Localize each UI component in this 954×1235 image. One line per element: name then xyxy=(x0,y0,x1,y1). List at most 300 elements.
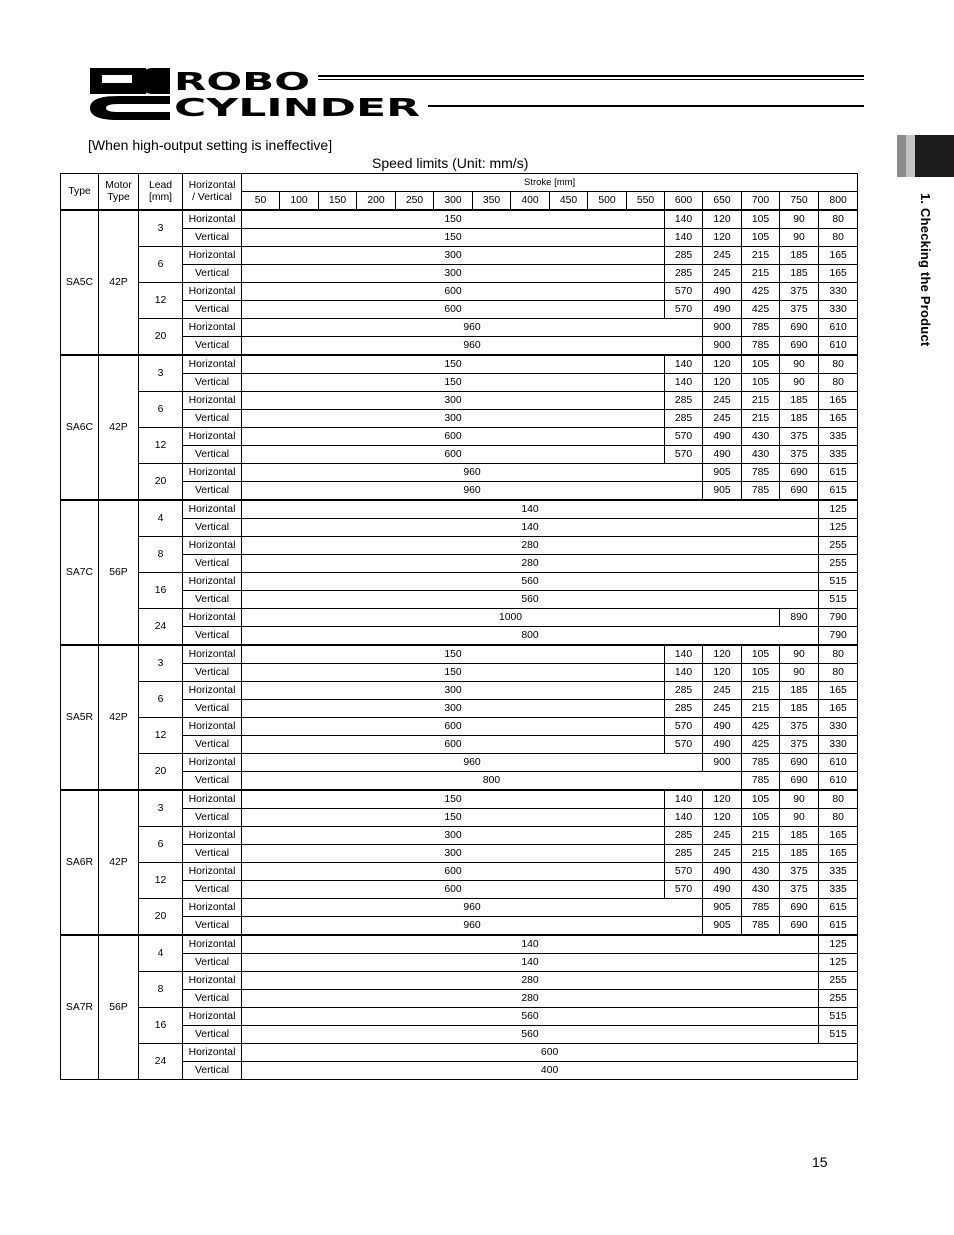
cell-speed-value: 125 xyxy=(819,935,858,954)
table-row xyxy=(61,609,858,627)
cell-speed-value: 140 xyxy=(665,355,703,374)
cell-lead: 6 xyxy=(139,682,183,718)
cell-speed-value: 960 xyxy=(242,917,703,936)
cell-lead: 24 xyxy=(139,609,183,646)
cell-lead: 6 xyxy=(139,827,183,863)
stroke-header-cell: 750 xyxy=(780,192,819,211)
cell-speed-value: 785 xyxy=(742,464,780,482)
cell-speed-value: 120 xyxy=(703,229,742,247)
cell-orientation: Vertical xyxy=(183,374,242,392)
table-title: Speed limits (Unit: mm/s) xyxy=(372,155,529,171)
stroke-header-cell: 650 xyxy=(703,192,742,211)
cell-speed-value: 120 xyxy=(703,374,742,392)
cell-speed-value: 690 xyxy=(780,754,819,772)
cell-speed-value: 430 xyxy=(742,446,780,464)
cell-speed-value: 125 xyxy=(819,519,858,537)
cell-speed-value: 125 xyxy=(819,954,858,972)
cell-speed-value: 90 xyxy=(780,229,819,247)
cell-speed-value: 560 xyxy=(242,573,819,591)
cell-speed-value: 600 xyxy=(242,301,665,319)
table-row xyxy=(61,827,858,845)
cell-orientation: Vertical xyxy=(183,664,242,682)
cell-speed-value: 490 xyxy=(703,863,742,881)
cell-speed-value: 120 xyxy=(703,664,742,682)
cell-speed-value: 785 xyxy=(742,899,780,917)
cell-orientation: Vertical xyxy=(183,410,242,428)
cell-speed-value: 905 xyxy=(703,917,742,936)
cell-speed-value: 375 xyxy=(780,863,819,881)
cell-speed-value: 600 xyxy=(242,428,665,446)
cell-speed-value: 105 xyxy=(742,210,780,229)
cell-speed-value: 90 xyxy=(780,374,819,392)
cell-lead: 3 xyxy=(139,790,183,827)
header-orientation: Horizontal / Vertical xyxy=(183,174,242,211)
header-rule-bottom xyxy=(428,105,864,107)
table-row xyxy=(61,972,858,990)
table-row xyxy=(61,210,858,229)
cell-speed-value: 80 xyxy=(819,809,858,827)
cell-speed-value: 570 xyxy=(665,283,703,301)
cell-orientation: Horizontal xyxy=(183,283,242,301)
cell-orientation: Vertical xyxy=(183,265,242,283)
cell-orientation: Horizontal xyxy=(183,247,242,265)
cell-speed-value: 150 xyxy=(242,790,665,809)
cell-orientation: Horizontal xyxy=(183,935,242,954)
cell-speed-value: 125 xyxy=(819,500,858,519)
cell-lead: 20 xyxy=(139,464,183,501)
stroke-header-cell: 100 xyxy=(280,192,319,211)
cell-speed-value: 790 xyxy=(819,627,858,646)
cell-speed-value: 185 xyxy=(780,265,819,283)
stroke-header-cell: 800 xyxy=(819,192,858,211)
table-row xyxy=(61,247,858,265)
cell-speed-value: 300 xyxy=(242,392,665,410)
cell-speed-value: 300 xyxy=(242,265,665,283)
cell-orientation: Vertical xyxy=(183,1026,242,1044)
cell-speed-value: 330 xyxy=(819,301,858,319)
table-row xyxy=(61,500,858,519)
cell-speed-value: 900 xyxy=(703,337,742,356)
cell-orientation: Horizontal xyxy=(183,827,242,845)
cell-speed-value: 255 xyxy=(819,990,858,1008)
cell-speed-value: 285 xyxy=(665,392,703,410)
cell-speed-value: 105 xyxy=(742,790,780,809)
cell-speed-value: 610 xyxy=(819,772,858,791)
cell-speed-value: 285 xyxy=(665,700,703,718)
cell-orientation: Horizontal xyxy=(183,899,242,917)
cell-speed-value: 80 xyxy=(819,664,858,682)
stroke-header-cell: 50 xyxy=(242,192,280,211)
cell-speed-value: 185 xyxy=(780,682,819,700)
table-condition-caption: [When high-output setting is ineffective] xyxy=(88,137,333,153)
cell-speed-value: 690 xyxy=(780,899,819,917)
cell-speed-value: 215 xyxy=(742,700,780,718)
cell-lead: 12 xyxy=(139,718,183,754)
cell-lead: 20 xyxy=(139,754,183,791)
cell-speed-value: 185 xyxy=(780,845,819,863)
cell-speed-value: 165 xyxy=(819,845,858,863)
cell-orientation: Vertical xyxy=(183,591,242,609)
table-row xyxy=(61,392,858,410)
cell-speed-value: 430 xyxy=(742,881,780,899)
stroke-header-cell: 550 xyxy=(627,192,665,211)
cell-speed-value: 255 xyxy=(819,555,858,573)
stroke-header-cell: 200 xyxy=(357,192,396,211)
cell-speed-value: 785 xyxy=(742,482,780,501)
cell-speed-value: 905 xyxy=(703,899,742,917)
cell-orientation: Horizontal xyxy=(183,609,242,627)
cell-orientation: Vertical xyxy=(183,229,242,247)
cell-speed-value: 120 xyxy=(703,355,742,374)
cell-speed-value: 105 xyxy=(742,229,780,247)
cell-speed-value: 335 xyxy=(819,446,858,464)
cell-speed-value: 785 xyxy=(742,337,780,356)
cell-speed-value: 560 xyxy=(242,1008,819,1026)
cell-speed-value: 285 xyxy=(665,827,703,845)
cell-orientation: Vertical xyxy=(183,337,242,356)
cell-lead: 3 xyxy=(139,645,183,682)
cell-lead: 12 xyxy=(139,428,183,464)
table-row xyxy=(61,428,858,446)
cell-speed-value: 215 xyxy=(742,845,780,863)
cell-speed-value: 905 xyxy=(703,482,742,501)
cell-speed-value: 490 xyxy=(703,428,742,446)
cell-speed-value: 255 xyxy=(819,537,858,555)
cell-speed-value: 490 xyxy=(703,446,742,464)
table-row xyxy=(61,573,858,591)
cell-speed-value: 560 xyxy=(242,591,819,609)
cell-speed-value: 515 xyxy=(819,1026,858,1044)
cell-speed-value: 610 xyxy=(819,337,858,356)
cell-motor-type: 56P xyxy=(99,500,139,645)
table-row xyxy=(61,863,858,881)
cell-speed-value: 790 xyxy=(819,609,858,627)
cell-speed-value: 610 xyxy=(819,319,858,337)
cell-speed-value: 600 xyxy=(242,881,665,899)
cell-speed-value: 140 xyxy=(242,500,819,519)
cell-speed-value: 80 xyxy=(819,210,858,229)
cell-speed-value: 285 xyxy=(665,682,703,700)
cell-speed-value: 905 xyxy=(703,464,742,482)
cell-orientation: Vertical xyxy=(183,736,242,754)
cell-speed-value: 330 xyxy=(819,718,858,736)
cell-speed-value: 600 xyxy=(242,718,665,736)
cell-speed-value: 330 xyxy=(819,736,858,754)
cell-speed-value: 490 xyxy=(703,736,742,754)
cell-speed-value: 335 xyxy=(819,881,858,899)
cell-type: SA7R xyxy=(61,935,99,1080)
cell-orientation: Horizontal xyxy=(183,1044,242,1062)
cell-speed-value: 900 xyxy=(703,754,742,772)
stroke-header-cell: 600 xyxy=(665,192,703,211)
cell-type: SA7C xyxy=(61,500,99,645)
table-row xyxy=(61,1044,858,1062)
cell-speed-value: 90 xyxy=(780,790,819,809)
table-row xyxy=(61,283,858,301)
cell-speed-value: 490 xyxy=(703,881,742,899)
cell-orientation: Horizontal xyxy=(183,754,242,772)
cell-speed-value: 375 xyxy=(780,736,819,754)
cell-speed-value: 330 xyxy=(819,283,858,301)
cell-speed-value: 90 xyxy=(780,664,819,682)
chapter-tab xyxy=(897,135,954,177)
cell-motor-type: 42P xyxy=(99,790,139,935)
cell-speed-value: 425 xyxy=(742,718,780,736)
cell-lead: 6 xyxy=(139,247,183,283)
cell-speed-value: 140 xyxy=(665,374,703,392)
cell-speed-value: 785 xyxy=(742,754,780,772)
speed-limits-table xyxy=(60,173,858,1080)
cell-speed-value: 185 xyxy=(780,392,819,410)
cell-speed-value: 185 xyxy=(780,700,819,718)
cell-type: SA5C xyxy=(61,210,99,355)
cell-orientation: Vertical xyxy=(183,845,242,863)
cell-speed-value: 570 xyxy=(665,881,703,899)
cell-speed-value: 140 xyxy=(665,645,703,664)
cell-orientation: Vertical xyxy=(183,954,242,972)
header-rule-top-1 xyxy=(318,75,864,77)
cell-speed-value: 300 xyxy=(242,827,665,845)
cell-speed-value: 90 xyxy=(780,355,819,374)
cell-speed-value: 615 xyxy=(819,899,858,917)
cell-speed-value: 300 xyxy=(242,247,665,265)
table-row xyxy=(61,537,858,555)
cell-speed-value: 215 xyxy=(742,265,780,283)
cell-speed-value: 140 xyxy=(242,519,819,537)
cell-orientation: Vertical xyxy=(183,446,242,464)
cell-orientation: Horizontal xyxy=(183,537,242,555)
header-motor-type: Motor Type xyxy=(99,174,139,211)
cell-speed-value: 90 xyxy=(780,809,819,827)
cell-speed-value: 245 xyxy=(703,392,742,410)
cell-speed-value: 960 xyxy=(242,464,703,482)
cell-speed-value: 800 xyxy=(242,772,742,791)
cell-speed-value: 150 xyxy=(242,355,665,374)
cell-speed-value: 185 xyxy=(780,247,819,265)
cell-speed-value: 515 xyxy=(819,573,858,591)
cell-orientation: Vertical xyxy=(183,700,242,718)
cell-speed-value: 335 xyxy=(819,863,858,881)
cell-speed-value: 300 xyxy=(242,700,665,718)
cell-lead: 8 xyxy=(139,972,183,1008)
cell-orientation: Horizontal xyxy=(183,790,242,809)
cell-speed-value: 105 xyxy=(742,809,780,827)
cell-speed-value: 960 xyxy=(242,899,703,917)
cell-speed-value: 375 xyxy=(780,446,819,464)
cell-speed-value: 600 xyxy=(242,736,665,754)
table-row xyxy=(61,355,858,374)
cell-orientation: Horizontal xyxy=(183,500,242,519)
cell-lead: 8 xyxy=(139,537,183,573)
cell-speed-value: 690 xyxy=(780,319,819,337)
cell-speed-value: 280 xyxy=(242,972,819,990)
cell-speed-value: 140 xyxy=(665,790,703,809)
cell-speed-value: 430 xyxy=(742,428,780,446)
cell-speed-value: 785 xyxy=(742,917,780,936)
cell-speed-value: 165 xyxy=(819,700,858,718)
cell-lead: 16 xyxy=(139,1008,183,1044)
cell-speed-value: 280 xyxy=(242,555,819,573)
cell-speed-value: 300 xyxy=(242,410,665,428)
cell-speed-value: 215 xyxy=(742,682,780,700)
cell-speed-value: 285 xyxy=(665,265,703,283)
cell-speed-value: 140 xyxy=(242,935,819,954)
cell-speed-value: 800 xyxy=(242,627,819,646)
cell-lead: 4 xyxy=(139,935,183,972)
stroke-header-cell: 500 xyxy=(588,192,627,211)
cell-speed-value: 600 xyxy=(242,446,665,464)
cell-orientation: Horizontal xyxy=(183,392,242,410)
cell-speed-value: 600 xyxy=(242,283,665,301)
cell-speed-value: 140 xyxy=(242,954,819,972)
cell-speed-value: 285 xyxy=(665,410,703,428)
cell-speed-value: 80 xyxy=(819,355,858,374)
cell-orientation: Horizontal xyxy=(183,718,242,736)
cell-speed-value: 185 xyxy=(780,410,819,428)
table-row xyxy=(61,464,858,482)
cell-speed-value: 280 xyxy=(242,990,819,1008)
cell-speed-value: 570 xyxy=(665,301,703,319)
cell-orientation: Horizontal xyxy=(183,972,242,990)
cell-orientation: Vertical xyxy=(183,519,242,537)
cell-speed-value: 615 xyxy=(819,464,858,482)
cell-speed-value: 785 xyxy=(742,772,780,791)
cell-orientation: Horizontal xyxy=(183,319,242,337)
cell-orientation: Horizontal xyxy=(183,682,242,700)
cell-speed-value: 615 xyxy=(819,917,858,936)
cell-orientation: Vertical xyxy=(183,627,242,646)
cell-speed-value: 375 xyxy=(780,283,819,301)
cell-lead: 12 xyxy=(139,863,183,899)
cell-speed-value: 570 xyxy=(665,428,703,446)
cell-speed-value: 690 xyxy=(780,337,819,356)
cell-speed-value: 1000 xyxy=(242,609,780,627)
cell-speed-value: 255 xyxy=(819,972,858,990)
cell-orientation: Vertical xyxy=(183,772,242,791)
cell-speed-value: 150 xyxy=(242,645,665,664)
cell-orientation: Vertical xyxy=(183,1062,242,1080)
cell-orientation: Horizontal xyxy=(183,573,242,591)
cell-speed-value: 150 xyxy=(242,809,665,827)
cell-speed-value: 165 xyxy=(819,827,858,845)
cell-speed-value: 245 xyxy=(703,682,742,700)
stroke-header-cell: 250 xyxy=(396,192,434,211)
cell-speed-value: 215 xyxy=(742,392,780,410)
cell-speed-value: 690 xyxy=(780,464,819,482)
cell-speed-value: 165 xyxy=(819,392,858,410)
cell-lead: 4 xyxy=(139,500,183,537)
cell-motor-type: 42P xyxy=(99,645,139,790)
cell-orientation: Vertical xyxy=(183,881,242,899)
cell-speed-value: 375 xyxy=(780,301,819,319)
cell-speed-value: 515 xyxy=(819,591,858,609)
stroke-header-cell: 350 xyxy=(473,192,511,211)
cell-speed-value: 245 xyxy=(703,247,742,265)
cell-speed-value: 960 xyxy=(242,319,703,337)
table-row xyxy=(61,682,858,700)
stroke-header-cell: 150 xyxy=(319,192,357,211)
cell-speed-value: 165 xyxy=(819,682,858,700)
table-row xyxy=(61,754,858,772)
cell-orientation: Vertical xyxy=(183,990,242,1008)
cell-speed-value: 610 xyxy=(819,754,858,772)
cell-lead: 16 xyxy=(139,573,183,609)
cell-speed-value: 960 xyxy=(242,482,703,501)
cell-speed-value: 600 xyxy=(242,863,665,881)
cell-speed-value: 690 xyxy=(780,482,819,501)
cell-speed-value: 615 xyxy=(819,482,858,501)
stroke-header-cell: 700 xyxy=(742,192,780,211)
cell-speed-value: 245 xyxy=(703,827,742,845)
cell-speed-value: 245 xyxy=(703,265,742,283)
cell-orientation: Vertical xyxy=(183,301,242,319)
cell-speed-value: 490 xyxy=(703,283,742,301)
cell-speed-value: 120 xyxy=(703,210,742,229)
cell-speed-value: 215 xyxy=(742,247,780,265)
cell-speed-value: 490 xyxy=(703,301,742,319)
cell-speed-value: 245 xyxy=(703,845,742,863)
cell-speed-value: 375 xyxy=(780,881,819,899)
cell-speed-value: 215 xyxy=(742,827,780,845)
cell-speed-value: 375 xyxy=(780,428,819,446)
cell-speed-value: 490 xyxy=(703,718,742,736)
cell-motor-type: 56P xyxy=(99,935,139,1080)
cell-speed-value: 285 xyxy=(665,845,703,863)
cell-lead: 24 xyxy=(139,1044,183,1080)
cell-speed-value: 280 xyxy=(242,537,819,555)
cell-motor-type: 42P xyxy=(99,210,139,355)
cell-speed-value: 140 xyxy=(665,229,703,247)
cell-speed-value: 90 xyxy=(780,210,819,229)
cell-speed-value: 120 xyxy=(703,645,742,664)
cell-type: SA6R xyxy=(61,790,99,935)
cell-speed-value: 120 xyxy=(703,809,742,827)
cell-speed-value: 900 xyxy=(703,319,742,337)
cell-speed-value: 890 xyxy=(780,609,819,627)
cell-speed-value: 105 xyxy=(742,374,780,392)
stroke-header-cell: 400 xyxy=(511,192,550,211)
cell-speed-value: 515 xyxy=(819,1008,858,1026)
svg-text:ROBO: ROBO xyxy=(174,67,310,96)
table-row xyxy=(61,899,858,917)
cell-speed-value: 300 xyxy=(242,845,665,863)
cell-orientation: Horizontal xyxy=(183,355,242,374)
cell-speed-value: 185 xyxy=(780,827,819,845)
cell-type: SA5R xyxy=(61,645,99,790)
cell-speed-value: 335 xyxy=(819,428,858,446)
cell-speed-value: 105 xyxy=(742,645,780,664)
table-row xyxy=(61,319,858,337)
cell-orientation: Horizontal xyxy=(183,428,242,446)
cell-orientation: Horizontal xyxy=(183,645,242,664)
cell-orientation: Vertical xyxy=(183,555,242,573)
cell-speed-value: 90 xyxy=(780,645,819,664)
cell-speed-value: 165 xyxy=(819,265,858,283)
cell-speed-value: 425 xyxy=(742,736,780,754)
cell-speed-value: 690 xyxy=(780,772,819,791)
chapter-label: 1. Checking the Product xyxy=(918,193,933,347)
cell-speed-value: 150 xyxy=(242,374,665,392)
cell-speed-value: 150 xyxy=(242,210,665,229)
cell-orientation: Horizontal xyxy=(183,1008,242,1026)
table-row xyxy=(61,718,858,736)
cell-orientation: Horizontal xyxy=(183,863,242,881)
cell-speed-value: 165 xyxy=(819,410,858,428)
cell-orientation: Vertical xyxy=(183,482,242,501)
cell-speed-value: 785 xyxy=(742,319,780,337)
cell-speed-value: 570 xyxy=(665,718,703,736)
header-type: Type xyxy=(61,174,99,211)
